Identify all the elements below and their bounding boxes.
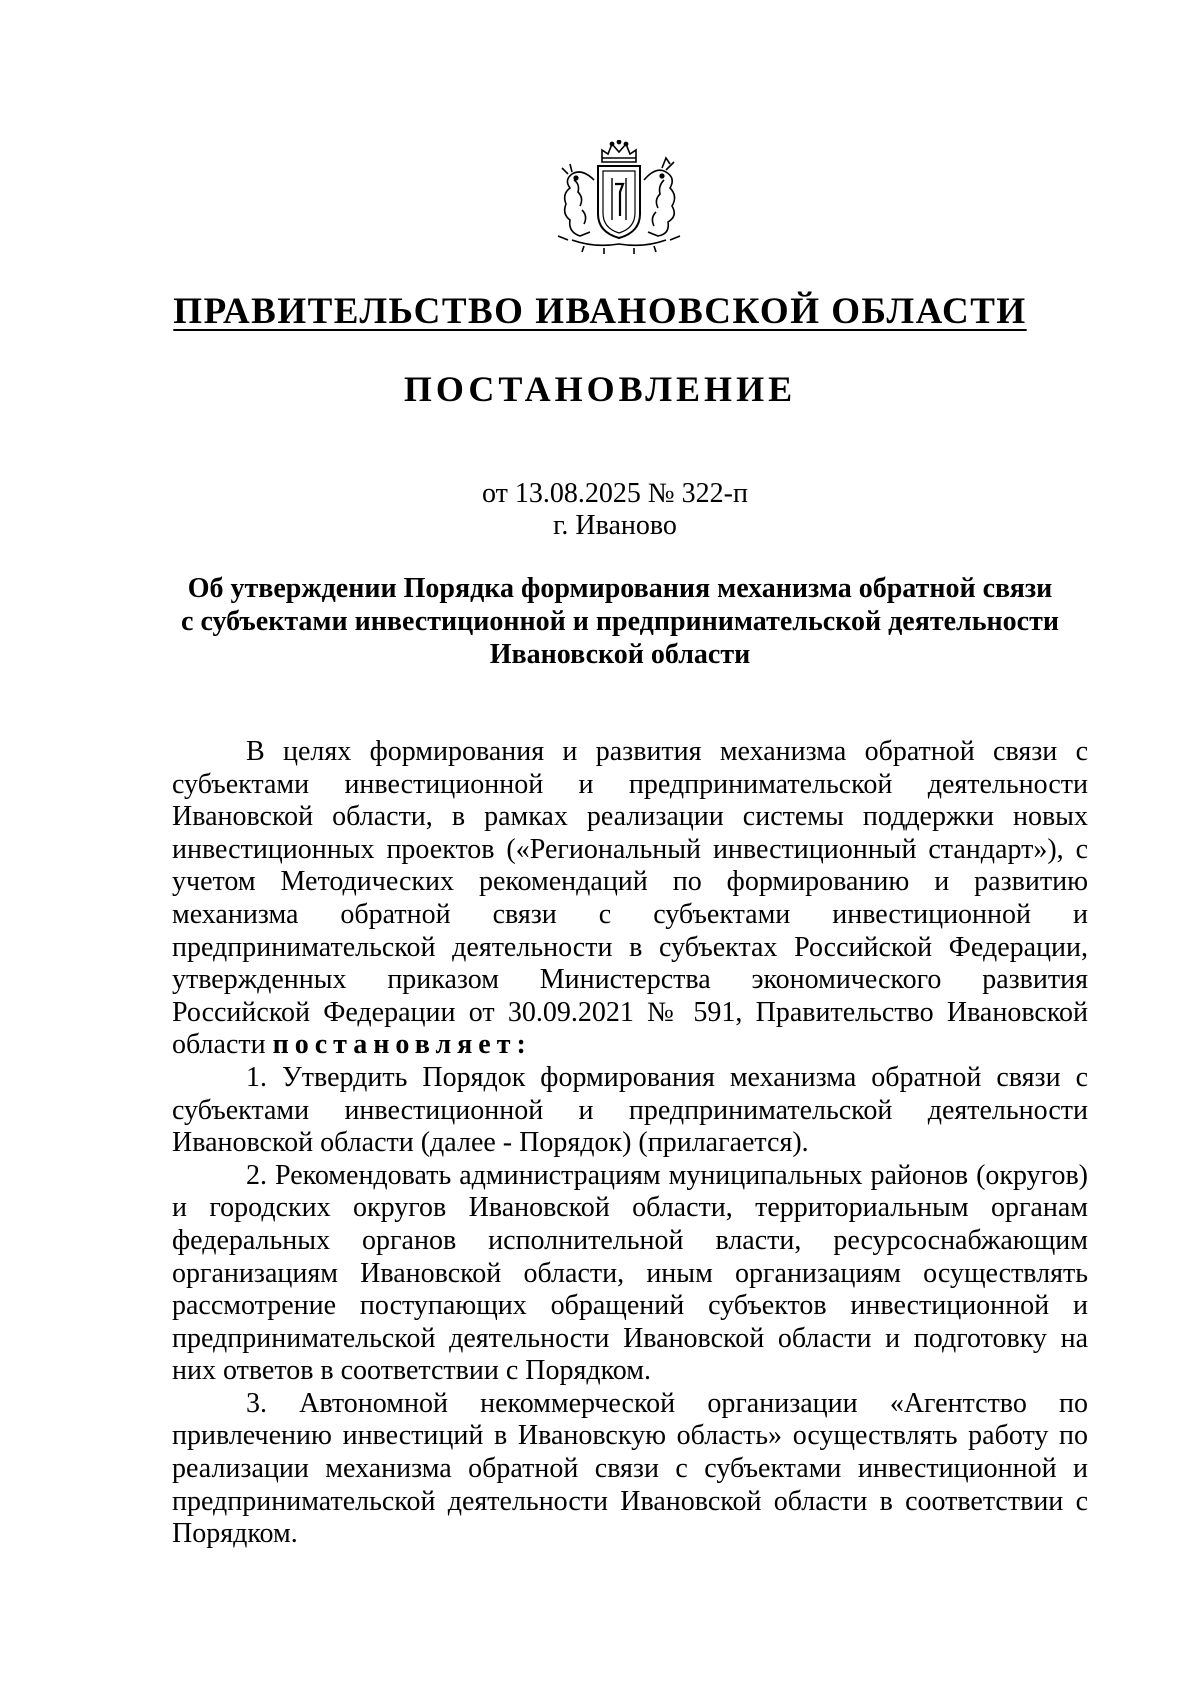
document-date-number: от 13.08.2025 № 322-п — [482, 478, 748, 509]
coat-of-arms-icon — [554, 140, 684, 256]
decree-word: постановляет: — [272, 1029, 532, 1061]
government-title: ПРАВИТЕЛЬСТВО ИВАНОВСКОЙ ОБЛАСТИ — [173, 291, 1027, 332]
clause-2: 2. Рекомендовать администрациям муниципальных районов (округов) и городских округов Ивановской области, территориальным органам федеральных органов исполнительной власти, ресурсоснабжающим организациям Ивановской области, иным организациям осуществлять рассмотрение поступающих обращений субъектов инвестиционной и предпринимательской деятельности Ивановской области и подготовку на них ответов в соответствии с Порядком. — [172, 1159, 1088, 1387]
document-subject — [150, 572, 1090, 671]
document-city: г. Иваново — [553, 510, 677, 541]
clause-1: 1. Утвердить Порядок формирования механизма обратной связи с субъектами инвестиционной и предпринимательской деятельности Ивановской области (далее - Порядок) (прилагается). — [172, 1061, 1088, 1159]
clause-3: 3. Автономной некоммерческой организации «Агентство по привлечению инвестиций в Ивановскую область» осуществлять работу по реализации механизма обратной связи с субъектами инвестиционной и предпринимательской деятельности Ивановской области в соответствии с Порядком. — [172, 1387, 1088, 1550]
document-body — [172, 736, 1088, 1551]
subject-line: Ивановской области — [489, 639, 751, 670]
preamble-paragraph — [172, 736, 1088, 1062]
preamble-text: В целях формирования и развития механизма обратной связи с субъектами инвестиционной и предпринимательской деятельности Ивановской области, в рамках реализации системы поддержки новых инвестиционных проектов («Региональный инвестиционный стандарт»), с учетом Методических рекомендаций по формированию и развитию механизма обратной связи с субъектами инвестиционной и предпринимательской деятельности в субъектах Российской Федерации, утвержденных приказом Министерства экономического развития Российской Федерации от 30.09.2021 № 591, Правительство Ивановской области — [172, 736, 1088, 1061]
subject-line: с субъектами инвестиционной и предпринимательской деятельности — [181, 606, 1059, 637]
subject-line: Об утверждении Порядка формирования механизма обратной связи — [187, 573, 1053, 604]
document-type: ПОСТАНОВЛЕНИЕ — [403, 369, 797, 409]
